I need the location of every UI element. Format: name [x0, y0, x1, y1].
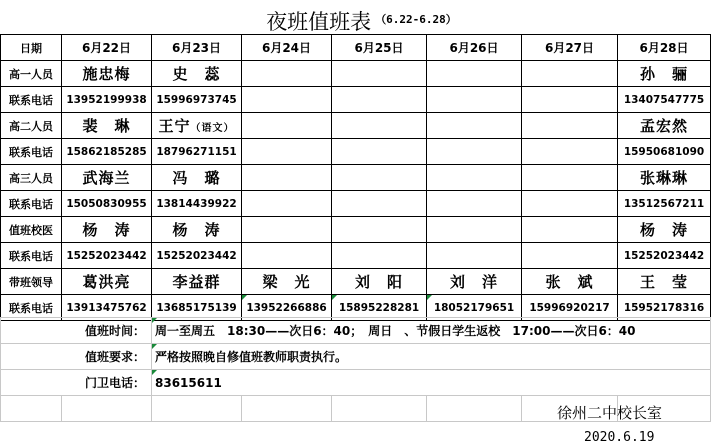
date-cell: 6月22日	[62, 35, 152, 61]
phone-cell	[427, 87, 522, 113]
phone-number: 15050830955	[66, 197, 147, 210]
staff-row	[1, 217, 711, 243]
staff-row	[1, 165, 711, 191]
staff-name-cell	[62, 61, 152, 87]
staff-name-cell	[427, 217, 522, 243]
staff-name-cell	[242, 165, 332, 191]
staff-name: 武海兰	[82, 169, 131, 187]
staff-name-cell	[427, 165, 522, 191]
staff-name-cell	[332, 217, 427, 243]
row-label: 高三人员	[1, 165, 62, 191]
phone-cell	[618, 191, 711, 217]
staff-name-cell	[332, 165, 427, 191]
phone-row	[1, 139, 711, 165]
phone-number: 13952266886	[246, 301, 327, 314]
staff-name: 施忠梅	[82, 65, 131, 83]
staff-row	[1, 61, 711, 87]
staff-name-cell	[618, 61, 711, 87]
staff-name-cell	[152, 165, 242, 191]
staff-name-cell	[62, 269, 152, 295]
phone-cell	[62, 243, 152, 269]
time-label: 值班时间：	[1, 318, 152, 344]
phone-number: 13685175139	[156, 301, 237, 314]
staff-name-cell	[522, 113, 618, 139]
staff-name-cell	[152, 113, 242, 139]
footer-gate-row	[1, 370, 711, 396]
staff-name-cell	[332, 269, 427, 295]
phone-number: 15252023442	[623, 249, 705, 262]
staff-name-cell	[152, 61, 242, 87]
gate-phone-label: 门卫电话：	[1, 370, 152, 396]
staff-name: 刘 洋	[449, 273, 498, 291]
header-row	[1, 35, 711, 61]
staff-name-cell	[618, 165, 711, 191]
gate-phone-value: 83615611	[152, 370, 711, 396]
phone-cell	[332, 191, 427, 217]
phone-row	[1, 87, 711, 113]
date-cell: 6月26日	[427, 35, 522, 61]
staff-name-cell	[332, 113, 427, 139]
staff-name-cell	[242, 217, 332, 243]
row-label: 联系电话	[1, 191, 62, 217]
staff-name: 刘 阳	[354, 273, 403, 291]
phone-cell	[62, 87, 152, 113]
phone-number: 18052179651	[433, 301, 515, 314]
row-label: 值班校医	[1, 217, 62, 243]
staff-name-cell	[522, 165, 618, 191]
staff-name: 梁 光	[262, 273, 311, 291]
phone-cell	[522, 87, 618, 113]
staff-name: 王宁	[158, 117, 191, 135]
staff-name-cell	[62, 217, 152, 243]
footer-time-row	[1, 318, 711, 344]
phone-number: 15252023442	[156, 249, 237, 262]
staff-name: 孟宏然	[639, 117, 688, 135]
phone-cell	[427, 139, 522, 165]
staff-name: 裴 琳	[82, 117, 131, 135]
phone-number: 15862185285	[66, 145, 147, 158]
staff-name: 葛洪亮	[82, 273, 131, 291]
row-label: 高一人员	[1, 61, 62, 87]
phone-number: 15996920217	[529, 301, 610, 314]
staff-name-cell	[242, 113, 332, 139]
staff-name-cell	[332, 61, 427, 87]
staff-name-cell	[522, 217, 618, 243]
requirement-label: 值班要求：	[1, 344, 152, 370]
phone-number: 15952178316	[623, 301, 705, 314]
staff-name: 杨 涛	[172, 221, 221, 239]
date-cell: 6月28日	[618, 35, 711, 61]
phone-cell	[242, 243, 332, 269]
phone-cell	[62, 191, 152, 217]
phone-cell	[62, 139, 152, 165]
date-cell: 6月27日	[522, 35, 618, 61]
time-value: 周一至周五 18:30——次日6：40； 周日 、节假日学生返校 17:00——次日6：40	[152, 318, 711, 344]
phone-cell	[618, 139, 711, 165]
phone-cell	[522, 191, 618, 217]
phone-number: 15950681090	[623, 145, 705, 158]
staff-name-cell	[618, 113, 711, 139]
staff-name-cell	[242, 269, 332, 295]
staff-name: 杨 涛	[82, 221, 131, 239]
subject-note: （语文）	[190, 123, 235, 134]
phone-cell	[332, 87, 427, 113]
staff-name: 张 斌	[545, 273, 594, 291]
phone-number: 13913475762	[66, 301, 147, 314]
phone-cell	[618, 243, 711, 269]
staff-name-cell	[62, 113, 152, 139]
staff-name-cell	[522, 269, 618, 295]
staff-name: 孙 骊	[639, 65, 688, 83]
row-label: 高二人员	[1, 113, 62, 139]
row-label: 联系电话	[1, 243, 62, 269]
row-label: 联系电话	[1, 87, 62, 113]
phone-cell	[522, 243, 618, 269]
staff-name-cell	[522, 61, 618, 87]
title-bar	[0, 0, 723, 34]
row-label: 带班领导	[1, 269, 62, 295]
phone-row	[1, 243, 711, 269]
staff-name-cell	[427, 113, 522, 139]
staff-name: 王 莹	[639, 273, 688, 291]
phone-cell	[242, 191, 332, 217]
phone-cell	[242, 139, 332, 165]
header-label: 日期	[1, 35, 62, 61]
phone-number: 15996973745	[156, 93, 237, 106]
date-cell: 6月23日	[152, 35, 242, 61]
phone-cell	[427, 191, 522, 217]
date-cell: 6月24日	[242, 35, 332, 61]
date-cell: 6月25日	[332, 35, 427, 61]
issue-date: 2020.6.19	[584, 430, 655, 445]
phone-cell	[332, 243, 427, 269]
footer-req-row	[1, 344, 711, 370]
staff-name: 杨 涛	[639, 221, 688, 239]
phone-cell	[618, 87, 711, 113]
staff-name-cell	[618, 217, 711, 243]
phone-cell	[152, 139, 242, 165]
staff-name-cell	[427, 61, 522, 87]
issuer-name: 徐州二中校长室	[557, 404, 663, 422]
phone-cell	[152, 87, 242, 113]
staff-name: 张琳琳	[639, 169, 688, 187]
staff-name-cell	[618, 269, 711, 295]
staff-name-cell	[242, 61, 332, 87]
duty-table	[0, 34, 711, 321]
phone-cell	[427, 243, 522, 269]
staff-name-cell	[427, 269, 522, 295]
phone-number: 18796271151	[156, 145, 237, 158]
phone-cell	[242, 87, 332, 113]
phone-cell	[152, 243, 242, 269]
phone-row	[1, 191, 711, 217]
phone-cell	[332, 139, 427, 165]
row-label: 联系电话	[1, 139, 62, 165]
phone-number: 15252023442	[66, 249, 147, 262]
phone-number: 13512567211	[623, 197, 705, 210]
staff-row	[1, 269, 711, 295]
phone-number: 13814439922	[156, 197, 237, 210]
staff-name-cell	[152, 217, 242, 243]
staff-name-cell	[62, 165, 152, 191]
requirement-value: 严格按照晚自修值班教师职责执行。	[152, 344, 711, 370]
staff-name-cell	[152, 269, 242, 295]
staff-name: 李益群	[172, 273, 221, 291]
staff-row	[1, 113, 711, 139]
staff-name: 史 蕊	[172, 65, 221, 83]
phone-number: 15895228281	[338, 301, 420, 314]
staff-name: 冯 璐	[172, 169, 221, 187]
page-subtitle: （6.22-6.28）	[375, 13, 457, 26]
phone-number: 13407547775	[623, 93, 705, 106]
phone-number: 13952199938	[66, 93, 147, 106]
row-label: 联系电话	[1, 295, 62, 321]
page-title: 夜班值班表	[266, 10, 372, 34]
phone-cell	[152, 191, 242, 217]
phone-cell	[522, 139, 618, 165]
